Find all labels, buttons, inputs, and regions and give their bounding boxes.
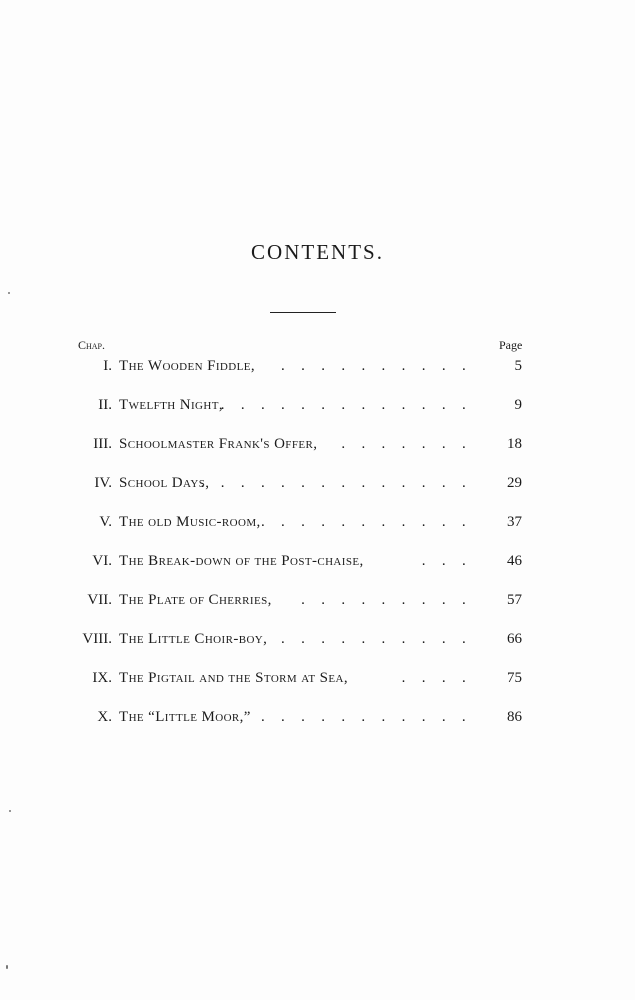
chapter-title: Schoolmaster Frank's Offer,: [119, 436, 318, 452]
dot-leader: . . . . . . . . . . . . . .: [200, 475, 472, 491]
page-number: 37: [507, 514, 522, 530]
chapter-number: II.: [98, 397, 112, 413]
page-title: CONTENTS.: [251, 240, 384, 264]
chapter-title: The Pigtail and the Storm at Sea,: [119, 670, 348, 686]
page-number: 86: [507, 709, 522, 725]
page-number: 57: [507, 592, 522, 608]
toc-entry: [0, 592, 635, 614]
dot-leader: . . . . . . . . . . . . .: [220, 397, 472, 413]
toc-entry: [0, 397, 635, 419]
chapter-title: The old Music-room,: [119, 514, 261, 530]
dot-leader: . . . . . . . . . . .: [260, 514, 472, 530]
page-number: 5: [514, 358, 522, 374]
page-number: 66: [507, 631, 522, 647]
dot-leader: . . . . . . . . . .: [281, 631, 472, 647]
chapter-title: The Little Choir-boy,: [119, 631, 268, 647]
paper-speck: [8, 292, 10, 294]
dot-leader: . . . . . . . . . .: [281, 358, 472, 374]
chapter-number: VIII.: [82, 631, 112, 647]
chapter-number: VI.: [92, 553, 112, 569]
chapter-title: The Break-down of the Post-chaise,: [119, 553, 364, 569]
chapter-title: The “Little Moor,”: [119, 709, 251, 725]
toc-entry: [0, 709, 635, 731]
paper-speck: [9, 810, 11, 812]
dot-leader: . . . . . . . . .: [301, 592, 472, 608]
title-rule: [270, 312, 336, 313]
page-number: 75: [507, 670, 522, 686]
toc-entry: [0, 436, 635, 458]
toc-entry: [0, 358, 635, 380]
chapter-number: IV.: [94, 475, 112, 491]
chapter-number: III.: [93, 436, 112, 452]
dot-leader: . . . . . . .: [341, 436, 472, 452]
page-number: 29: [507, 475, 522, 491]
page-column-header: Page: [499, 338, 523, 352]
page-number: 9: [514, 397, 522, 413]
chapter-title: The Plate of Cherries,: [119, 592, 272, 608]
toc-entry: [0, 553, 635, 575]
toc-entry: [0, 514, 635, 536]
dot-leader: . . . .: [401, 670, 472, 686]
chapter-title: The Wooden Fiddle,: [119, 358, 255, 374]
chapter-number: VII.: [87, 592, 112, 608]
toc-entry: [0, 631, 635, 653]
paper-speck: [6, 965, 8, 969]
chap-column-header: Chap.: [78, 338, 106, 352]
chapter-number: IX.: [92, 670, 112, 686]
dot-leader: . . .: [421, 553, 472, 569]
toc-entry: [0, 475, 635, 497]
chapter-number: V.: [99, 514, 112, 530]
dot-leader: . . . . . . . . . . .: [260, 709, 472, 725]
toc-entry: [0, 670, 635, 692]
chapter-title: School Days,: [119, 475, 210, 491]
page-number: 18: [507, 436, 522, 452]
chapter-title: Twelfth Night,: [119, 397, 223, 413]
chapter-number: X.: [97, 709, 112, 725]
page-number: 46: [507, 553, 522, 569]
chapter-number: I.: [103, 358, 112, 374]
